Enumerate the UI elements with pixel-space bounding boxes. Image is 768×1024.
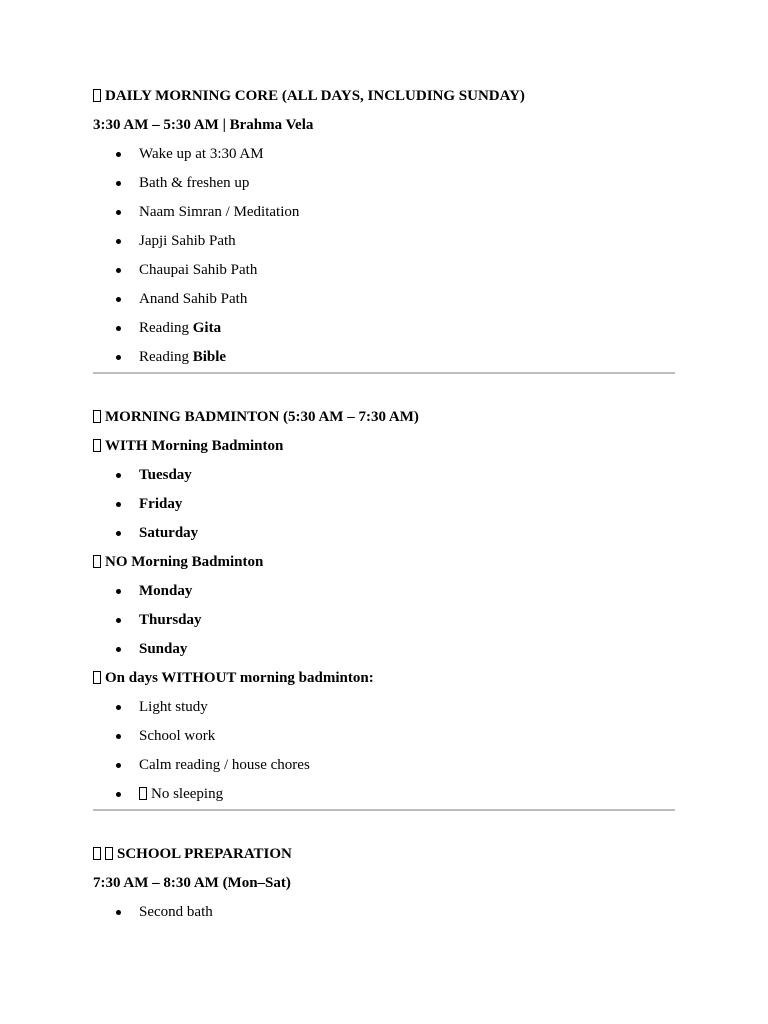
list-item: Bath & freshen up xyxy=(93,173,675,202)
list-item: Japji Sahib Path xyxy=(93,231,675,260)
bullet-icon xyxy=(116,297,121,302)
bullet-icon xyxy=(116,355,121,360)
bullet-icon xyxy=(116,210,121,215)
bullet-icon xyxy=(116,647,121,652)
list-item: Naam Simran / Meditation xyxy=(93,202,675,231)
bullet-icon xyxy=(116,473,121,478)
without-badminton-heading: On days WITHOUT morning badminton: xyxy=(93,668,675,697)
bullet-icon xyxy=(116,734,121,739)
list-item: Calm reading / house chores xyxy=(93,755,675,784)
list-item: Friday xyxy=(93,494,675,523)
emoji-placeholder-icon xyxy=(93,671,101,684)
morning-core-list xyxy=(93,144,675,376)
emoji-placeholder-icon xyxy=(93,410,101,423)
with-badminton-days-list xyxy=(93,465,675,552)
document-page xyxy=(93,86,675,931)
bullet-icon xyxy=(116,239,121,244)
list-item: Reading Bible xyxy=(93,347,675,376)
time-range-brahma-vela: 3:30 AM – 5:30 AM | Brahma Vela xyxy=(93,117,314,133)
list-item: Wake up at 3:30 AM xyxy=(93,144,675,173)
bullet-icon xyxy=(116,152,121,157)
bullet-icon xyxy=(116,181,121,186)
section-heading-school-prep: SCHOOL PREPARATION xyxy=(93,844,675,873)
bullet-icon xyxy=(116,792,121,797)
bullet-icon xyxy=(116,531,121,536)
time-range-school-prep: 7:30 AM – 8:30 AM (Mon–Sat) xyxy=(93,875,291,891)
bullet-icon xyxy=(116,589,121,594)
with-badminton-heading: WITH Morning Badminton xyxy=(93,436,675,465)
bullet-icon xyxy=(116,268,121,273)
list-item: Monday xyxy=(93,581,675,610)
emoji-placeholder-icon xyxy=(105,847,113,860)
emoji-placeholder-icon xyxy=(139,787,147,800)
list-item: School work xyxy=(93,726,675,755)
emoji-placeholder-icon xyxy=(93,555,101,568)
section-heading-badminton: MORNING BADMINTON (5:30 AM – 7:30 AM) xyxy=(93,407,675,436)
list-item: Tuesday xyxy=(93,465,675,494)
bullet-icon xyxy=(116,618,121,623)
list-item: Anand Sahib Path xyxy=(93,289,675,318)
section-heading-morning-core: DAILY MORNING CORE (ALL DAYS, INCLUDING SUNDAY) xyxy=(93,86,675,115)
list-item: Second bath xyxy=(93,902,675,931)
bullet-icon xyxy=(116,910,121,915)
school-prep-list xyxy=(93,902,675,931)
bullet-icon xyxy=(116,326,121,331)
list-item: Sunday xyxy=(93,639,675,668)
without-badminton-list xyxy=(93,697,675,813)
list-item: Saturday xyxy=(93,523,675,552)
no-badminton-heading: NO Morning Badminton xyxy=(93,552,675,581)
emoji-placeholder-icon xyxy=(93,439,101,452)
bullet-icon xyxy=(116,502,121,507)
emoji-placeholder-icon xyxy=(93,847,101,860)
list-item: No sleeping xyxy=(93,784,675,813)
list-item: Chaupai Sahib Path xyxy=(93,260,675,289)
bullet-icon xyxy=(116,763,121,768)
no-badminton-days-list xyxy=(93,581,675,668)
emoji-placeholder-icon xyxy=(93,89,101,102)
bullet-icon xyxy=(116,705,121,710)
list-item: Thursday xyxy=(93,610,675,639)
list-item: Reading Gita xyxy=(93,318,675,347)
list-item: Light study xyxy=(93,697,675,726)
